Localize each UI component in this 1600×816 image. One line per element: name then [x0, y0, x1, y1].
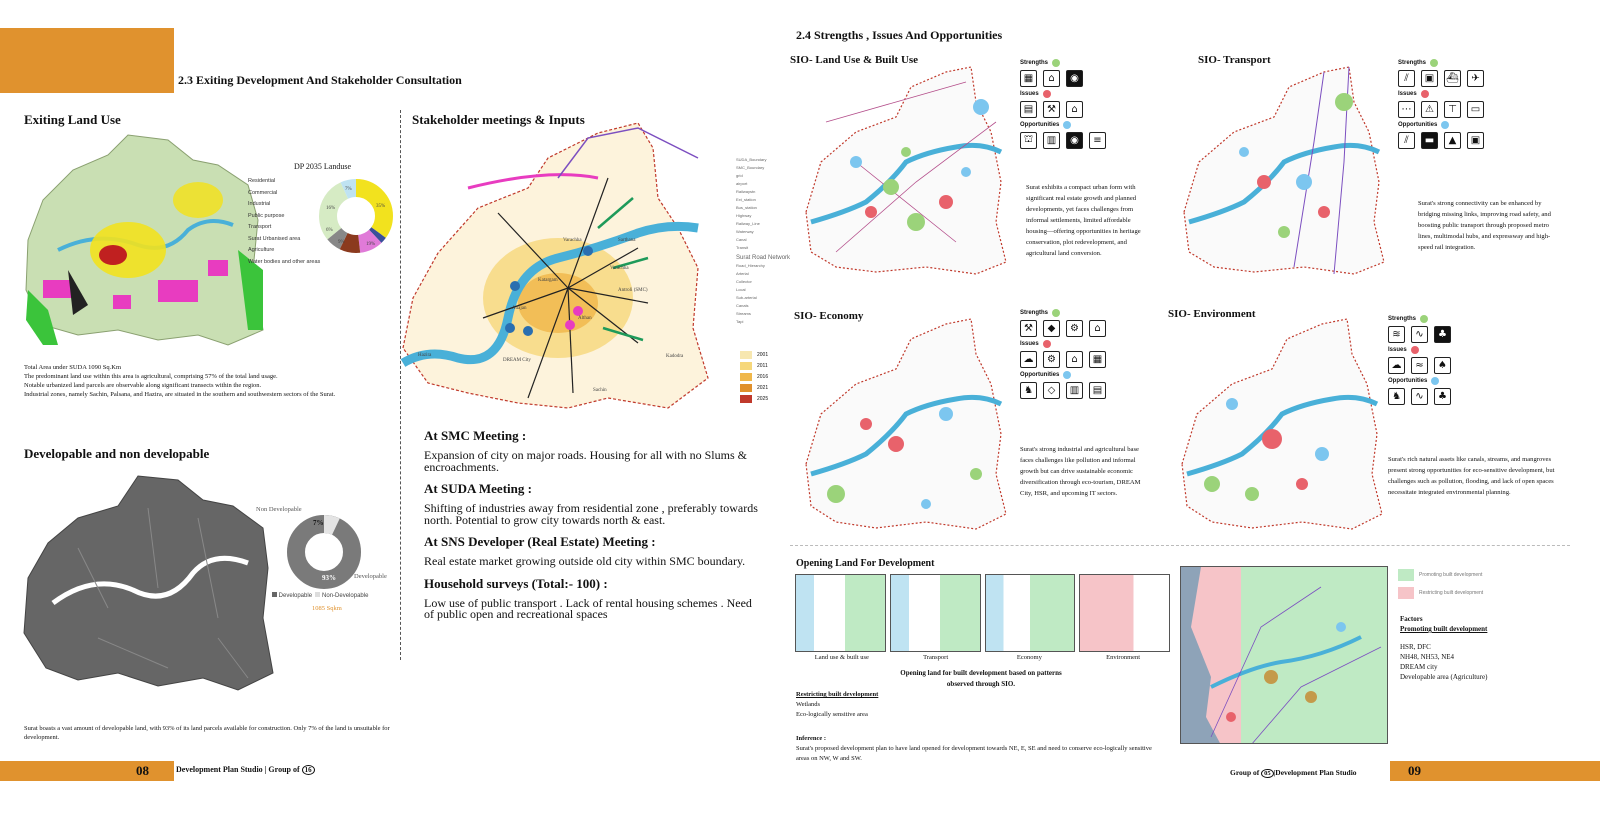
- plot-icon: ▥: [1043, 132, 1060, 149]
- issues-label: [1388, 346, 1508, 354]
- issue-icons: [1398, 101, 1518, 118]
- opportunity-dot: [1441, 121, 1449, 129]
- sio-environment-title: SIO- Environment: [1168, 308, 1256, 320]
- house-icon: ⌂: [1066, 101, 1083, 118]
- donut-label: 16%: [326, 206, 336, 211]
- developable-donut: [286, 514, 362, 590]
- factor-item: Developable area (Agriculture): [1400, 673, 1488, 681]
- sio-environment-text: Surat's rich natural assets like canals, streams, and mangroves present strong opportunities for eco-sensitive development, but challenges such as pollution, flooding, and lack of open spaces necessitate integrated environmental planning.: [1388, 456, 1555, 496]
- meeting-text: Real estate market growing outside old city within SMC boundary.: [424, 554, 746, 568]
- issue-dot: [1411, 346, 1419, 354]
- shop-icon: ⌂: [1089, 320, 1106, 337]
- informal-icon: ⚙: [1043, 351, 1060, 368]
- sio-environment-map: [1172, 314, 1387, 536]
- land-use-description: [24, 363, 396, 399]
- road-network-title: Surat Road Network: [736, 255, 791, 261]
- sio-land-use-icons: [1020, 56, 1140, 149]
- legend-item: Railwaystn: [736, 189, 756, 194]
- map-label: Antroli (SMC): [618, 288, 648, 293]
- building-icon: ▦: [1020, 70, 1037, 87]
- strength-dot: [1430, 59, 1438, 67]
- year-label: 2011: [757, 363, 768, 369]
- donut-label: 9%: [338, 240, 345, 245]
- legend-developable: Developable: [278, 593, 313, 599]
- map-label: Varachha: [610, 266, 629, 271]
- highway-icon: ⫽: [1398, 70, 1415, 87]
- sio-transport-icons: [1398, 56, 1518, 149]
- freight-icon: ▲: [1444, 132, 1461, 149]
- label-text: Opportunities: [1020, 372, 1060, 378]
- group-number: 16: [302, 765, 315, 775]
- meeting-heading: At SUDA Meeting :: [424, 481, 532, 496]
- footer-text-right: [1230, 768, 1357, 777]
- label-text: Strengths: [1020, 60, 1049, 66]
- opportunity-dot: [1063, 371, 1071, 379]
- meeting-text: Low use of public transport . Lack of rental housing schemes . Need of public open and recreational spaces: [424, 595, 752, 621]
- stakeholder-map: [398, 118, 724, 418]
- map-label: Katargam: [538, 278, 558, 283]
- strength-icons: [1020, 320, 1140, 337]
- tractor-icon: ⚙: [1066, 320, 1083, 337]
- land-use-map: [18, 130, 268, 355]
- opportunity-icons: [1020, 132, 1140, 149]
- legend-item: Arterial: [736, 271, 749, 276]
- sio-transport-title: SIO- Transport: [1198, 54, 1271, 66]
- restricting-block: [796, 690, 956, 720]
- legend-item: Transport: [248, 224, 272, 230]
- sio-economy-map: [796, 314, 1011, 536]
- it-company-icon: ▤: [1089, 382, 1106, 399]
- footer-label: Group of: [1230, 768, 1260, 777]
- sio-land-use-panel: [790, 52, 1170, 282]
- legend-item: Streams: [736, 311, 751, 316]
- label-text: Strengths: [1020, 310, 1049, 316]
- issue-dot: [1043, 340, 1051, 348]
- flood-icon: ≈: [1411, 357, 1428, 374]
- inference-block: [796, 734, 1156, 764]
- heritage-icon: ⛫: [1020, 132, 1037, 149]
- donut-label: 19%: [366, 242, 376, 247]
- legend-promote: Promoting built development: [1419, 572, 1483, 578]
- opportunities-label: [1020, 371, 1140, 379]
- legend-item: Collector: [736, 279, 752, 284]
- year-label: 2025: [757, 396, 769, 402]
- thumb-label: Land use & built use: [814, 654, 869, 661]
- land-use-donut: [318, 178, 394, 254]
- land-use-para: Industrial zones, namely Sachin, Palsana, and Hazira, are situated in the southern and southwestern sectors of the Surat.: [24, 391, 336, 398]
- sio-land-use-text: Surat exhibits a compact urban form with significant real estate growth and planned developments, yet faces challenges from informal settlements, limited affordable housing—offering opportunities in heritage conservation, plot redevelopment, and agricultural land conversion.: [1026, 184, 1141, 257]
- strength-icons: [1388, 326, 1508, 343]
- legend-item: Road_Hierarchy: [736, 263, 765, 268]
- label-text: Strengths: [1388, 316, 1417, 322]
- restricting-heading: Restricting built development: [796, 691, 879, 698]
- sio-environment-panel: [1166, 304, 1590, 538]
- sio-transport-panel: [1168, 52, 1588, 282]
- label-text: Opportunities: [1398, 122, 1438, 128]
- legend-item: SMC_Boundary: [736, 165, 765, 170]
- map-label: Varachha: [563, 238, 582, 243]
- park-icon: ♣: [1434, 388, 1451, 405]
- developable-area: 1085 Sqkm: [312, 605, 342, 612]
- group-number: 05: [1261, 769, 1274, 778]
- legend-item: Sub-arterial: [736, 295, 757, 300]
- thumb-label: Economy: [1016, 654, 1042, 661]
- sio-land-use-title: SIO- Land Use & Built Use: [790, 54, 919, 66]
- target-icon: ◉: [1066, 70, 1083, 87]
- opening-thumbnails: [795, 574, 1170, 652]
- factor-item: HSR, DFC: [1400, 643, 1431, 651]
- land-use-para: Notable urbanized land parcels are observable along significant transects within the region.: [24, 382, 262, 389]
- page-number-right: 09: [1408, 763, 1421, 778]
- map-label: DREAM City: [503, 358, 531, 363]
- legend-item: Ext_station: [736, 197, 756, 202]
- label-text: Issues: [1020, 341, 1039, 347]
- developable-heading: Developable and non developable: [24, 446, 210, 461]
- factors-block: [1400, 614, 1560, 682]
- pct-non-developable: 7%: [313, 519, 324, 527]
- restricting-item: Eco-logically sensitive area: [796, 711, 868, 718]
- stakeholder-heading: Stakeholder meetings & Inputs: [412, 112, 585, 127]
- label-text: Opportunities: [1020, 122, 1060, 128]
- issue-icons: [1388, 357, 1508, 374]
- meeting-heading: Household surveys (Total:- 100) :: [424, 575, 608, 591]
- legend-item: SUDA_Boundary: [736, 157, 767, 162]
- restricting-item: Wetlands: [796, 701, 821, 708]
- label-text: Issues: [1020, 91, 1039, 97]
- factory-icon: ⚒: [1043, 101, 1060, 118]
- metro-icon: ▣: [1467, 132, 1484, 149]
- footer-label: Development Plan Studio | Group of: [176, 765, 300, 774]
- land-use-heading: Exiting Land Use: [24, 112, 121, 127]
- airplane-icon: ✈: [1467, 70, 1484, 87]
- thumb-land-use: [795, 574, 886, 652]
- meeting-notes: [424, 420, 764, 621]
- factory-icon: ⚒: [1020, 320, 1037, 337]
- factors-subheading: Promoting built development: [1400, 625, 1488, 633]
- bullet-train-icon: ▬: [1421, 132, 1438, 149]
- developable-caption: Surat boasts a vast amount of developable land, with 93% of its land parcels available for construction. Only 7% of the land is unsuitable for development.: [24, 725, 390, 741]
- accident-icon: ⚠: [1421, 101, 1438, 118]
- tourism-icon: ◉: [1066, 132, 1083, 149]
- sio-economy-panel: [790, 304, 1170, 538]
- label-text: Strengths: [1398, 60, 1427, 66]
- map-label: Hazira: [418, 353, 432, 358]
- legend-item: Residential: [248, 178, 276, 184]
- land-use-para: Total Area under SUDA 1090 Sq.Km: [24, 364, 122, 371]
- housing-icon: ⌂: [1043, 70, 1060, 87]
- legend-item: Commercial: [248, 189, 278, 196]
- legend-item: Transit: [736, 245, 749, 250]
- mixed-use-icon: ▤: [1020, 101, 1037, 118]
- issues-label: [1398, 90, 1518, 98]
- legend-item: Surat Urbanised area: [248, 235, 301, 242]
- land-use-chart-title: DP 2035 Landuse: [294, 162, 352, 171]
- footer-bar-right: [1390, 761, 1600, 781]
- legend-item: Railway_Line: [736, 221, 760, 226]
- thumb-label: Environment: [1106, 654, 1141, 661]
- riverside-icon: ∿: [1411, 388, 1428, 405]
- meeting-text: Shifting of industries away from residential zone , preferably towards north. Potential to grow city towards north & east.: [424, 501, 758, 527]
- year-label: 2001: [757, 352, 769, 358]
- legend-item: Industrial: [248, 201, 271, 207]
- meeting-text: Expansion of city on major roads. Housing for all with no Slums & encroachments.: [424, 448, 747, 474]
- opening-land-map: [1180, 566, 1388, 744]
- opportunity-icons: [1398, 132, 1518, 149]
- header-accent-block: [0, 28, 174, 93]
- sio-transport-map: [1174, 62, 1389, 280]
- strengths-label: [1398, 59, 1518, 67]
- fish-icon: ◆: [1043, 320, 1060, 337]
- opportunities-label: [1020, 121, 1140, 129]
- legend-non-developable: Non-Developable: [322, 593, 369, 599]
- year-label: 2016: [757, 374, 769, 380]
- sio-environment-icons: [1388, 312, 1508, 405]
- mangrove-icon: ♣: [1434, 326, 1451, 343]
- strength-dot: [1052, 309, 1060, 317]
- legend-item: Water bodies and other areas: [248, 258, 321, 265]
- legend-item: Tapi: [736, 319, 744, 324]
- developable-label: Developable: [354, 573, 387, 580]
- strengths-label: [1020, 59, 1140, 67]
- ship-icon: ⛴: [1444, 70, 1461, 87]
- expressway-icon: ⫽: [1398, 132, 1415, 149]
- section-divider: [790, 545, 1570, 546]
- donut-label: 35%: [376, 204, 386, 209]
- thumb-environment: [1079, 574, 1170, 652]
- opportunities-label: [1388, 377, 1508, 385]
- map-label: Kadodra: [666, 354, 684, 359]
- issue-icons: [1020, 351, 1140, 368]
- meeting-heading: At SMC Meeting :: [424, 428, 527, 443]
- strengths-label: [1020, 309, 1140, 317]
- land-use-para: The predominant land use within this area is agricultural, comprising 57% of the total land usage.: [24, 373, 278, 380]
- thumb-label: Transport: [923, 654, 949, 661]
- map-label: Adajan: [512, 306, 527, 311]
- canal-icon: ≋: [1388, 326, 1405, 343]
- bus-icon: ▭: [1467, 101, 1484, 118]
- thumb-economy: [985, 574, 1076, 652]
- signboard-icon: ⊤: [1444, 101, 1461, 118]
- legend-item: Highway: [736, 213, 752, 218]
- opportunities-label: [1398, 121, 1518, 129]
- map-label: Sachin: [593, 388, 607, 393]
- legend-restrict: Restricting built development: [1419, 590, 1484, 596]
- strength-icons: [1020, 70, 1140, 87]
- label-text: Issues: [1388, 347, 1407, 353]
- issue-icons: [1020, 101, 1140, 118]
- issues-label: [1020, 90, 1140, 98]
- thumbnail-labels: [795, 654, 1170, 661]
- factor-item: NH48, NH53, NE4: [1400, 653, 1455, 661]
- legend-item: Agriculture: [248, 247, 275, 253]
- page-number-left: 08: [136, 763, 149, 778]
- water-icon: ∿: [1411, 326, 1428, 343]
- legend-item: Bus_station: [736, 205, 757, 210]
- sio-economy-icons: [1020, 306, 1140, 399]
- pollution-icon: ☁: [1388, 357, 1405, 374]
- legend-item: grid: [736, 173, 743, 178]
- strength-dot: [1420, 315, 1428, 323]
- strengths-label: [1388, 315, 1508, 323]
- pollution-icon: ☁: [1020, 351, 1037, 368]
- stakeholder-map-legend: [736, 156, 790, 326]
- legend-item: Local: [736, 287, 746, 292]
- thumb-transport: [890, 574, 981, 652]
- field-icon: ≡: [1089, 132, 1106, 149]
- strength-dot: [1052, 59, 1060, 67]
- opening-legend: [1398, 566, 1483, 602]
- section-title-left: 2.3 Exiting Development And Stakeholder Consultation: [178, 73, 462, 87]
- strength-icons: [1398, 70, 1518, 87]
- section-title-right: 2.4 Strengths , Issues And Opportunities: [796, 28, 1003, 42]
- eco-tourism-icon: ♞: [1388, 388, 1405, 405]
- settlement-icon: ⌂: [1066, 351, 1083, 368]
- eco-tourism-icon: ♞: [1020, 382, 1037, 399]
- meeting-heading: At SNS Developer (Real Estate) Meeting :: [424, 534, 656, 549]
- mangrove-loss-icon: ♠: [1434, 357, 1451, 374]
- footer-text-left: [176, 765, 315, 774]
- factor-item: DREAM city: [1400, 663, 1438, 671]
- land-use-legend: [248, 176, 320, 268]
- label-text: Opportunities: [1388, 378, 1428, 384]
- opening-land-heading: Opening Land For Development: [796, 558, 935, 569]
- footer-label: |Development Plan Studio: [1273, 768, 1357, 777]
- opportunity-dot: [1431, 377, 1439, 385]
- issues-label: [1020, 340, 1140, 348]
- opportunity-dot: [1063, 121, 1071, 129]
- diamond-icon: ◇: [1043, 382, 1060, 399]
- encroachment-icon: ▦: [1089, 351, 1106, 368]
- inference-heading: Inference :: [796, 735, 827, 742]
- map-label: Althan: [578, 316, 592, 321]
- sio-transport-text: Surat's strong connectivity can be enhanced by bridging missing links, improving road safety, and boosting public transport through proposed metro lines, multimodal hubs, and expressway and high-speed rail integration.: [1418, 200, 1551, 251]
- legend-item: Public purpose: [248, 212, 285, 219]
- opening-caption: Opening land for built development based on patterns observed through SIO.: [900, 669, 1062, 688]
- factors-heading: Factors: [1400, 615, 1423, 623]
- growth-year-legend: [740, 350, 768, 405]
- developable-map: [18, 468, 280, 698]
- sio-land-use-map: [796, 62, 1011, 280]
- sio-economy-title: SIO- Economy: [794, 310, 864, 322]
- label-text: Issues: [1398, 91, 1417, 97]
- train-icon: ▣: [1421, 70, 1438, 87]
- missing-link-icon: ⋯: [1398, 101, 1415, 118]
- donut-label: 6%: [326, 228, 333, 233]
- housing-icon: ▥: [1066, 382, 1083, 399]
- map-label: Sarthana: [618, 238, 636, 243]
- issue-dot: [1421, 90, 1429, 98]
- opportunity-icons: [1020, 382, 1140, 399]
- non-developable-label: Non Developable: [256, 506, 302, 513]
- pct-developable: 93%: [322, 574, 336, 582]
- sio-economy-text: Surat's strong industrial and agricultural base faces challenges like pollution and informal growth but can drive sustainable economic diversification through eco-tourism, DREAM City, HSR, and upcoming IT sectors.: [1020, 446, 1141, 497]
- legend-item: Canal: [736, 237, 747, 242]
- year-label: 2021: [757, 385, 769, 391]
- legend-item: airport: [736, 181, 748, 186]
- issue-dot: [1043, 90, 1051, 98]
- developable-legend: [272, 592, 368, 599]
- donut-label: 7%: [345, 187, 352, 192]
- legend-item: Waterway: [736, 229, 754, 234]
- opportunity-icons: [1388, 388, 1508, 405]
- legend-item: Canals: [736, 303, 749, 308]
- inference-text: Surat's proposed development plan to have land opened for development towards NE, E, SE and need to conserve eco-logically sensitive areas on NW, W and SW.: [796, 745, 1152, 762]
